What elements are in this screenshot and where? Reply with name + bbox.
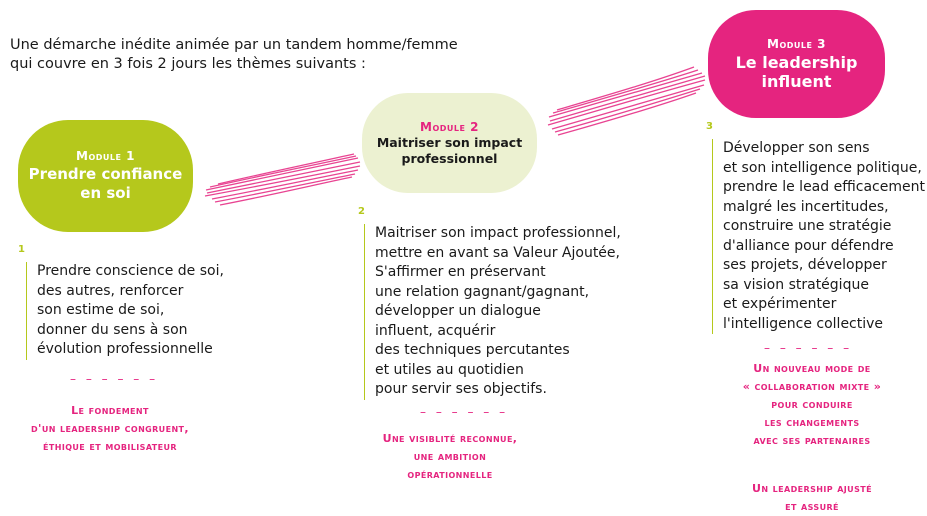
module-3-title (736, 53, 858, 91)
intro-line: qui couvre en 3 fois 2 jours les thèmes suivants : (10, 56, 366, 72)
module-3-title-line: influent (761, 72, 832, 91)
module-3-number: 3 (706, 121, 713, 132)
module-2-title-line: professionnel (401, 150, 498, 166)
module-1-bubble (18, 120, 193, 232)
description-line: des autres, renforcer (37, 282, 184, 299)
module-1-label: Module 1 (76, 149, 135, 163)
tagline-line: une ambition (413, 450, 487, 463)
tagline-line: Un nouveau mode de (753, 362, 871, 375)
tagline-line: éthique et mobilisateur (43, 440, 177, 453)
module-2-tagline (350, 430, 550, 484)
module-1-title-line: en soi (80, 184, 131, 202)
module-3-separator: – – – – – – (764, 341, 853, 355)
tagline-line: opérationnelle (407, 468, 493, 481)
module-1-title-line: Prendre confiance (28, 165, 183, 183)
description-line: une relation gagnant/gagnant, (375, 283, 590, 300)
tagline-line: Un leadership ajusté (752, 482, 872, 495)
module-3-title-line: Le leadership (735, 53, 858, 72)
description-line: développer un dialogue (375, 303, 541, 319)
module-1-separator: – – – – – – (70, 372, 159, 386)
module-2-label: Module 2 (420, 119, 479, 134)
tagline-line: et assuré (785, 500, 839, 513)
module-1-description (26, 262, 224, 360)
module-2-number: 2 (358, 206, 365, 217)
description-line: donner du sens à son (37, 321, 188, 338)
description-line: Prendre conscience de soi, (37, 263, 224, 279)
description-line: Maitriser son impact professionnel, (375, 225, 621, 241)
description-line: et utiles au quotidien (375, 361, 524, 378)
tagline-line: pour conduire (771, 398, 853, 411)
description-line: construire une stratégie (723, 218, 892, 234)
tagline-line: les changements (764, 416, 860, 429)
module-2-bubble (362, 93, 537, 193)
description-line: l'intelligence collective (723, 315, 884, 332)
description-line: prendre le lead efficacement (723, 179, 925, 195)
module-3-bubble (708, 10, 885, 118)
description-line: mettre en avant sa Valeur Ajoutée, (375, 244, 620, 261)
module-2-description (364, 224, 621, 400)
description-line: pour servir ses objectifs. (375, 381, 547, 397)
description-line: sa vision stratégique (723, 276, 869, 293)
description-line: influent, acquérir (375, 322, 496, 339)
module-1-title (29, 165, 183, 203)
description-line: des techniques percutantes (375, 342, 570, 358)
description-line: malgré les incertitudes, (723, 198, 889, 215)
intro-line: Une démarche inédite animée par un tandem homme/femme (10, 37, 458, 53)
intro-text (10, 36, 458, 74)
description-line: son estime de soi, (37, 302, 165, 318)
module-3-tagline-2 (707, 480, 917, 516)
module-1-number: 1 (18, 244, 25, 255)
tagline-line: avec ses partenaires (753, 434, 871, 447)
description-line: évolution professionnelle (37, 341, 213, 357)
tagline-line: d'un leadership congruent, (31, 422, 189, 435)
description-line: ses projets, développer (723, 257, 887, 273)
tagline-line: Une visiblité reconnue, (382, 432, 518, 445)
module-3-description (712, 139, 925, 334)
module-2-title-line: Maitriser son impact (376, 134, 523, 150)
description-line: d'alliance pour défendre (723, 237, 894, 254)
connector-1-2 (205, 154, 360, 205)
connector-2-3 (548, 67, 705, 135)
module-2-title (377, 135, 522, 167)
description-line: et son intelligence politique, (723, 159, 922, 176)
module-3-label: Module 3 (767, 37, 826, 51)
module-2-separator: – – – – – – (420, 405, 509, 419)
tagline-line: Le fondement (71, 404, 149, 417)
description-line: Développer son sens (723, 140, 870, 156)
description-line: S'affirmer en préservant (375, 264, 546, 280)
tagline-line: « collaboration mixte » (742, 380, 882, 393)
module-3-tagline (707, 360, 917, 450)
module-1-tagline (0, 402, 220, 456)
description-line: et expérimenter (723, 296, 837, 312)
